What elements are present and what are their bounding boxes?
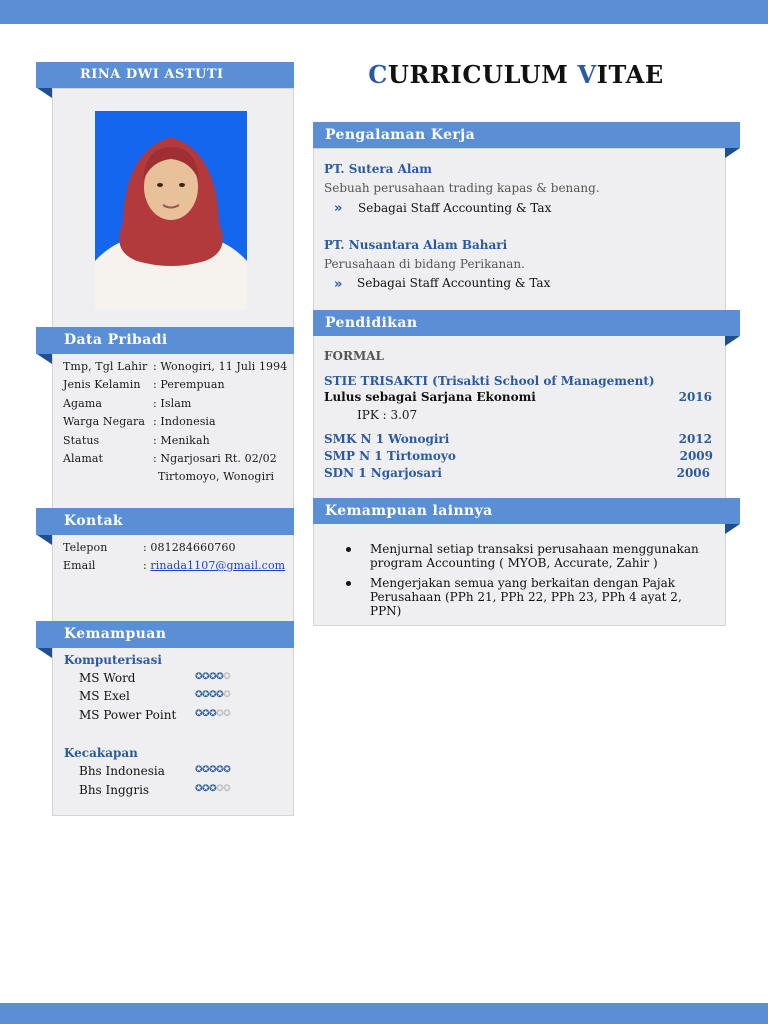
section-pengalaman-header	[313, 122, 740, 148]
star-filled-icon: ✪	[216, 690, 224, 700]
star-filled-icon: ✪	[195, 672, 203, 682]
section-kontak-header	[36, 508, 294, 535]
chevron-right-icon: »	[334, 277, 343, 292]
info-label: Warga Negara	[63, 415, 146, 428]
info-value: : Indonesia	[153, 415, 216, 428]
ribbon-fold	[37, 354, 52, 364]
phone-number: : 081284660760	[143, 541, 236, 554]
star-empty-icon: ✪	[223, 784, 231, 794]
ribbon-fold	[37, 648, 52, 658]
star-empty-icon: ✪	[216, 709, 224, 719]
star-filled-icon: ✪	[209, 765, 217, 775]
star-filled-icon: ✪	[195, 690, 203, 700]
skill-description-line: Perusahaan (PPh 21, PPh 22, PPh 23, PPh 4 ayat 2, PPN)	[370, 590, 682, 618]
school-name: SMK N 1 Wonogiri	[324, 432, 450, 446]
section-pendidikan-header	[313, 310, 740, 336]
title-part: URRICULUM	[387, 60, 578, 89]
person-name: RINA DWI ASTUTI	[80, 67, 224, 82]
section-kemampuan-lainnya-header	[313, 498, 740, 524]
info-value: : Menikah	[153, 434, 210, 447]
ribbon-fold	[37, 535, 52, 545]
job-role: Sebagai Staff Accounting & Tax	[357, 276, 551, 290]
university-name: STIE TRISAKTI	[324, 374, 428, 388]
skill-name: Bhs Indonesia	[79, 764, 165, 778]
chevron-right-icon: »	[334, 201, 343, 216]
ribbon-fold	[725, 148, 740, 158]
graduation-year: 2012	[678, 432, 712, 446]
university-row	[324, 374, 655, 388]
school-name: SMP N 1 Tirtomoyo	[324, 449, 456, 463]
ribbon-fold	[725, 524, 740, 534]
university-full-name: Trisakti School of Management	[437, 374, 649, 388]
info-label: Jenis Kelamin	[63, 378, 141, 391]
star-filled-icon: ✪	[209, 672, 217, 682]
skill-description	[370, 542, 710, 570]
email-row	[143, 559, 285, 572]
section-title: Pengalaman Kerja	[325, 127, 476, 143]
bullet-point	[346, 547, 351, 552]
section-title: Kontak	[64, 513, 124, 529]
star-filled-icon: ✪	[202, 672, 210, 682]
title-initial: C	[368, 60, 388, 89]
info-label: Agama	[63, 397, 103, 410]
star-filled-icon: ✪	[195, 765, 203, 775]
star-empty-icon: ✪	[216, 784, 224, 794]
star-filled-icon: ✪	[209, 784, 217, 794]
skill-name: MS Power Point	[79, 708, 177, 722]
star-empty-icon: ✪	[223, 709, 231, 719]
star-filled-icon: ✪	[209, 690, 217, 700]
section-kemampuan-header	[36, 621, 294, 648]
skill-rating	[195, 690, 230, 700]
star-filled-icon: ✪	[209, 709, 217, 719]
info-label: Status	[63, 434, 100, 447]
bullet-point	[346, 581, 351, 586]
skills-subheading: Komputerisasi	[64, 653, 162, 667]
star-filled-icon: ✪	[216, 765, 224, 775]
top-color-bar	[0, 0, 768, 24]
gpa: IPK : 3.07	[357, 408, 418, 422]
graduation-year: 2006	[676, 466, 710, 480]
skills-subheading: Kecakapan	[64, 746, 138, 760]
punct: (	[428, 374, 438, 388]
graduation-year: 2009	[679, 449, 713, 463]
info-label: Alamat	[63, 452, 104, 465]
skill-name: MS Exel	[79, 689, 130, 703]
star-filled-icon: ✪	[202, 709, 210, 719]
skill-rating	[195, 709, 230, 719]
document-title	[313, 60, 719, 89]
name-ribbon	[36, 62, 294, 88]
skill-rating	[195, 784, 230, 794]
skill-description	[370, 576, 710, 618]
email-link[interactable]: rinada1107@gmail.com	[150, 559, 286, 572]
email-colon: :	[143, 559, 151, 572]
info-value: : Ngarjosari Rt. 02/02	[153, 452, 277, 465]
star-filled-icon: ✪	[195, 709, 203, 719]
skill-name: MS Word	[79, 671, 136, 685]
company-name: PT. Sutera Alam	[324, 162, 432, 176]
education-type: FORMAL	[324, 349, 384, 363]
portrait-illustration	[95, 111, 247, 309]
graduation-year: 2016	[678, 390, 712, 404]
skill-rating	[195, 672, 230, 682]
section-title: Kemampuan lainnya	[325, 503, 493, 519]
skill-name: Bhs Inggris	[79, 783, 150, 797]
profile-photo	[95, 111, 247, 309]
skill-rating	[195, 765, 230, 775]
skill-description-line: Mengerjakan semua yang berkaitan dengan Pajak	[370, 576, 676, 590]
info-label: Telepon	[63, 541, 108, 554]
star-filled-icon: ✪	[202, 784, 210, 794]
punct: )	[648, 374, 655, 388]
section-title: Kemampuan	[64, 626, 167, 642]
info-label: Email	[63, 559, 96, 572]
title-part: ITAE	[596, 60, 664, 89]
info-value-continued: Tirtomoyo, Wonogiri	[158, 470, 275, 483]
bottom-color-bar	[0, 1003, 768, 1024]
ribbon-fold	[37, 88, 52, 98]
degree: Lulus sebagai Sarjana Ekonomi	[324, 390, 536, 404]
company-description: Perusahaan di bidang Perikanan.	[324, 257, 525, 271]
info-value: : Perempuan	[153, 378, 225, 391]
title-initial: V	[577, 60, 597, 89]
section-title: Data Pribadi	[64, 332, 168, 348]
star-empty-icon: ✪	[223, 690, 231, 700]
skill-description-line: program Accounting ( MYOB, Accurate, Zahir )	[370, 556, 658, 570]
info-value: : Islam	[153, 397, 192, 410]
skill-description-line: Menjurnal setiap transaksi perusahaan menggunakan	[370, 542, 699, 556]
star-filled-icon: ✪	[223, 765, 231, 775]
star-empty-icon: ✪	[223, 672, 231, 682]
job-role: Sebagai Staff Accounting & Tax	[358, 201, 552, 215]
info-value: : Wonogiri, 11 Juli 1994	[153, 360, 288, 373]
section-title: Pendidikan	[325, 315, 418, 331]
company-name: PT. Nusantara Alam Bahari	[324, 238, 508, 252]
star-filled-icon: ✪	[195, 784, 203, 794]
ribbon-fold	[725, 336, 740, 346]
info-label: Tmp, Tgl Lahir	[63, 360, 148, 373]
star-filled-icon: ✪	[216, 672, 224, 682]
section-data-pribadi-header	[36, 327, 294, 354]
star-filled-icon: ✪	[202, 765, 210, 775]
star-filled-icon: ✪	[202, 690, 210, 700]
school-name: SDN 1 Ngarjosari	[324, 466, 442, 480]
company-description: Sebuah perusahaan trading kapas & benang.	[324, 181, 600, 195]
